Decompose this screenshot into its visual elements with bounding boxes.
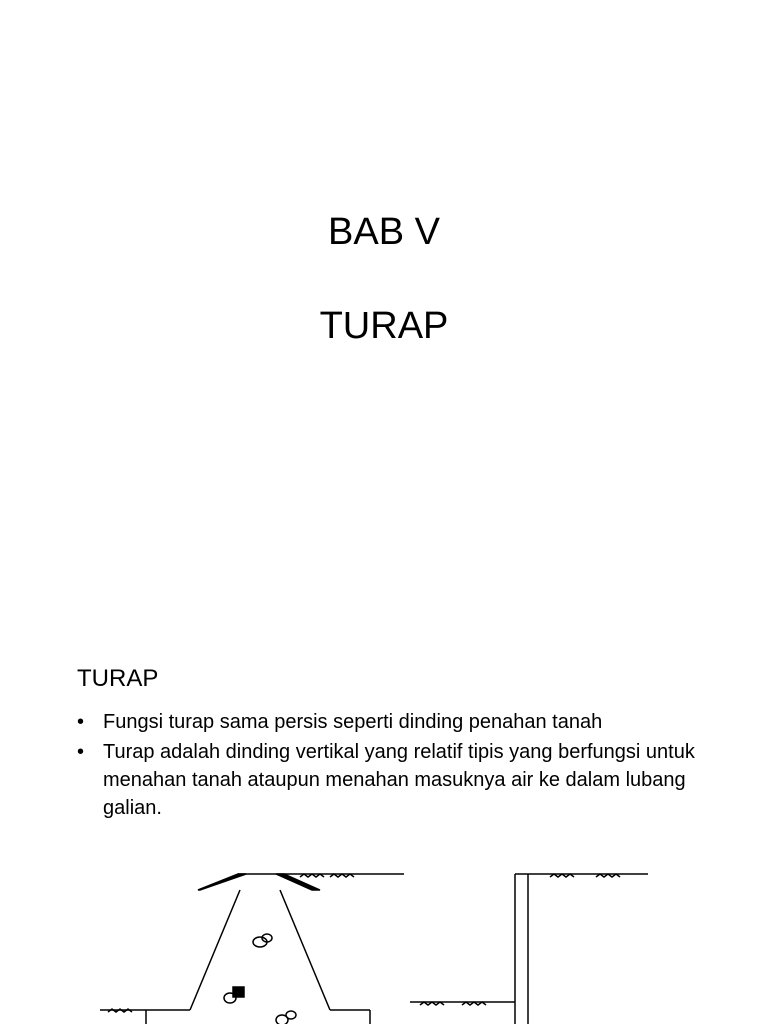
- bullet-text: Turap adalah dinding vertikal yang relatif tipis yang berfungsi untuk menahan tanah ataupun menahan masuknya air ke dalam lubang galian.: [103, 741, 695, 819]
- title-turap: TURAP: [319, 305, 449, 347]
- grass-icon: [330, 874, 354, 877]
- slide-heading: TURAP: [77, 665, 159, 692]
- sheet-pile-wall: [410, 874, 648, 1024]
- bevel-mark-left: [198, 874, 246, 890]
- grass-icon: [550, 874, 574, 877]
- stone-icon: [286, 1011, 296, 1019]
- grass-icon: [596, 874, 620, 877]
- grass-icon: [420, 1002, 444, 1005]
- bullet-list: [77, 708, 737, 824]
- bullet-item: [77, 708, 737, 736]
- bullet-text: Fungsi turap sama persis seperti dinding penahan tanah: [103, 711, 603, 733]
- bullet-dot: •: [77, 741, 85, 763]
- slide-content: [0, 640, 768, 1024]
- bevel-mark-right: [276, 874, 320, 890]
- bullet-dot: •: [77, 711, 85, 733]
- grass-icon: [462, 1002, 486, 1005]
- title-bab: BAB V: [328, 211, 440, 253]
- slope-right: [280, 890, 330, 1010]
- grass-icon: [300, 874, 324, 877]
- block-icon: [233, 987, 244, 997]
- bullet-item: [77, 738, 737, 822]
- excavation-diagram: [0, 860, 768, 1024]
- sloped-excavation: [100, 874, 404, 1024]
